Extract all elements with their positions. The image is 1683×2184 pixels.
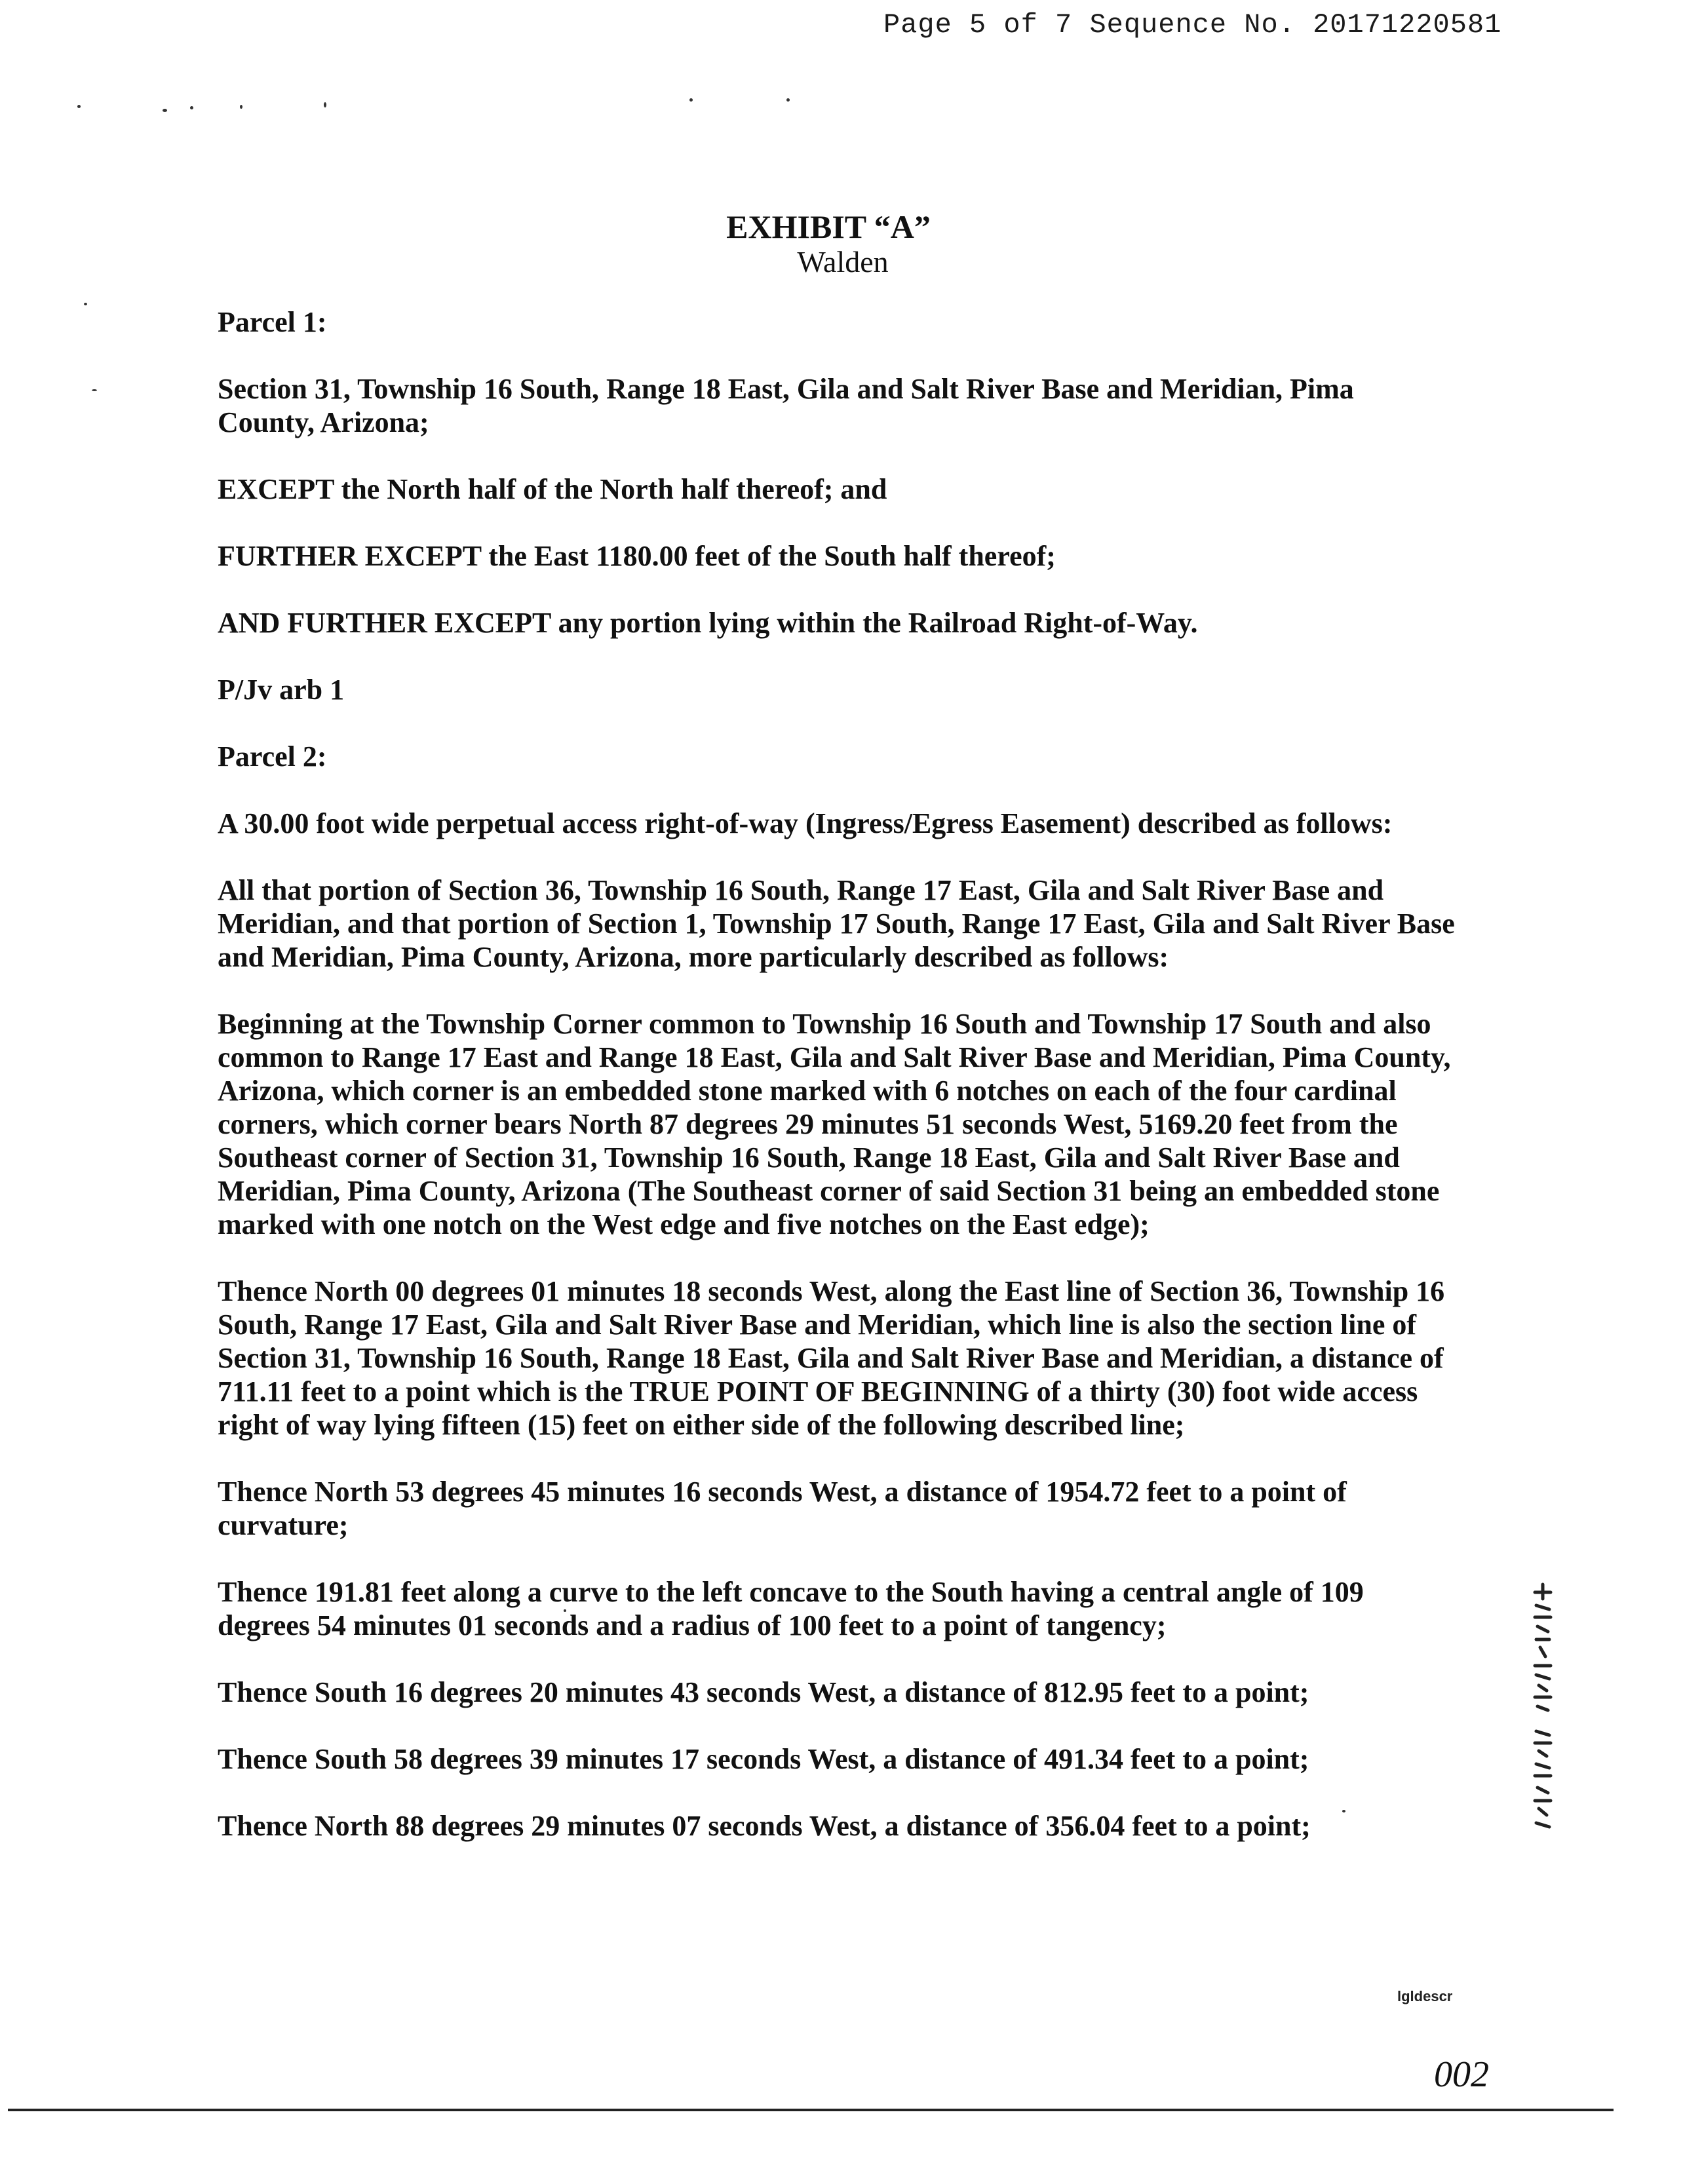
course-north-88: Thence North 88 degrees 29 minutes 07 seconds West, a distance of 356.04 feet to a point; [218,1810,1311,1842]
scan-speck [92,389,97,391]
scan-speck [77,105,81,108]
exhibit-subtitle: Walden [797,245,889,278]
parcel-reference: P/Jv arb 1 [218,674,345,706]
scan-speck [190,106,193,109]
exception-north-half: EXCEPT the North half of the North half thereof; and [218,473,887,505]
scan-speck [84,303,87,305]
recording-stamp-mark [1527,1579,1558,1835]
course-curve: Thence 191.81 feet along a curve to the left concave to the South having a central angle of 109 degrees 54 minutes 01 seconds and a radius of 100 feet to a point of tangency; [218,1576,1364,1641]
exception-east-1180: FURTHER EXCEPT the East 1180.00 feet of the South half thereof; [218,540,1056,572]
course-north-00: Thence North 00 degrees 01 minutes 18 seconds West, along the East line of Section 36, Township 16 South, Range 17 East, Gila and Salt River Base and Meridian, which line is also the section line of Section 31, Township 16 South, Range 18 East, Gila and Salt River Base and Meridian, a distance of 711.11 feet to a point which is the TRUE POINT OF BEGINNING of a thirty (30) foot wide access right of way lying fifteen (15) feet on either side of the following described line; [218,1275,1445,1441]
handwritten-page-number: 002 [1434,2054,1489,2095]
legal-description-body [218,305,1456,1876]
course-south-16: Thence South 16 degrees 20 minutes 43 seconds West, a distance of 812.95 feet to a point; [218,1676,1309,1708]
exception-railroad: AND FURTHER EXCEPT any portion lying within the Railroad Right-of-Way. [218,607,1198,639]
scan-speck [163,109,167,112]
easement-intro: A 30.00 foot wide perpetual access right-of-way (Ingress/Egress Easement) described as follows: [218,807,1393,839]
easement-portion: All that portion of Section 36, Township 16 South, Range 17 East, Gila and Salt River Base and Meridian, and that portion of Section 1, Township 17 South, Range 17 East, Gila and Salt River Base and Meridian, Pima County, Arizona, more particularly described as follows: [218,874,1455,973]
course-north-53: Thence North 53 degrees 45 minutes 16 seconds West, a distance of 1954.72 feet to a point of curvature; [218,1476,1347,1541]
parcel-1-heading: Parcel 1: [218,306,327,338]
scan-speck [689,98,693,102]
parcel-1-description: Section 31, Township 16 South, Range 18 East, Gila and Salt River Base and Meridian, Pima County, Arizona; [218,373,1354,438]
page-sequence-stamp: Page 5 of 7 Sequence No. 20171220581 [883,9,1502,41]
exhibit-title: EXHIBIT “A” [726,208,931,245]
exhibit-heading [0,208,1683,279]
scan-speck [324,102,326,107]
bottom-divider [8,2109,1614,2111]
file-code-label: lgldescr [1397,1988,1453,2004]
parcel-2-heading: Parcel 2: [218,740,327,773]
scan-speck [786,98,790,102]
scan-speck [240,105,242,109]
course-south-58: Thence South 58 degrees 39 minutes 17 seconds West, a distance of 491.34 feet to a point; [218,1743,1309,1775]
beginning-corner: Beginning at the Township Corner common to Township 16 South and Township 17 South and also common to Range 17 East and Range 18 East, Gila and Salt River Base and Meridian, Pima County, Arizona, which corner is an embedded stone marked with 6 notches on each of the four cardinal corners, which corner bears North 87 degrees 29 minutes 51 seconds West, 5169.20 feet from the Southeast corner of Section 31, Township 16 South, Range 18 East, Gila and Salt River Base and Meridian, Pima County, Arizona (The Southeast corner of said Section 31 being an embedded stone marked with one notch on the West edge and five notches on the East edge); [218,1008,1451,1240]
